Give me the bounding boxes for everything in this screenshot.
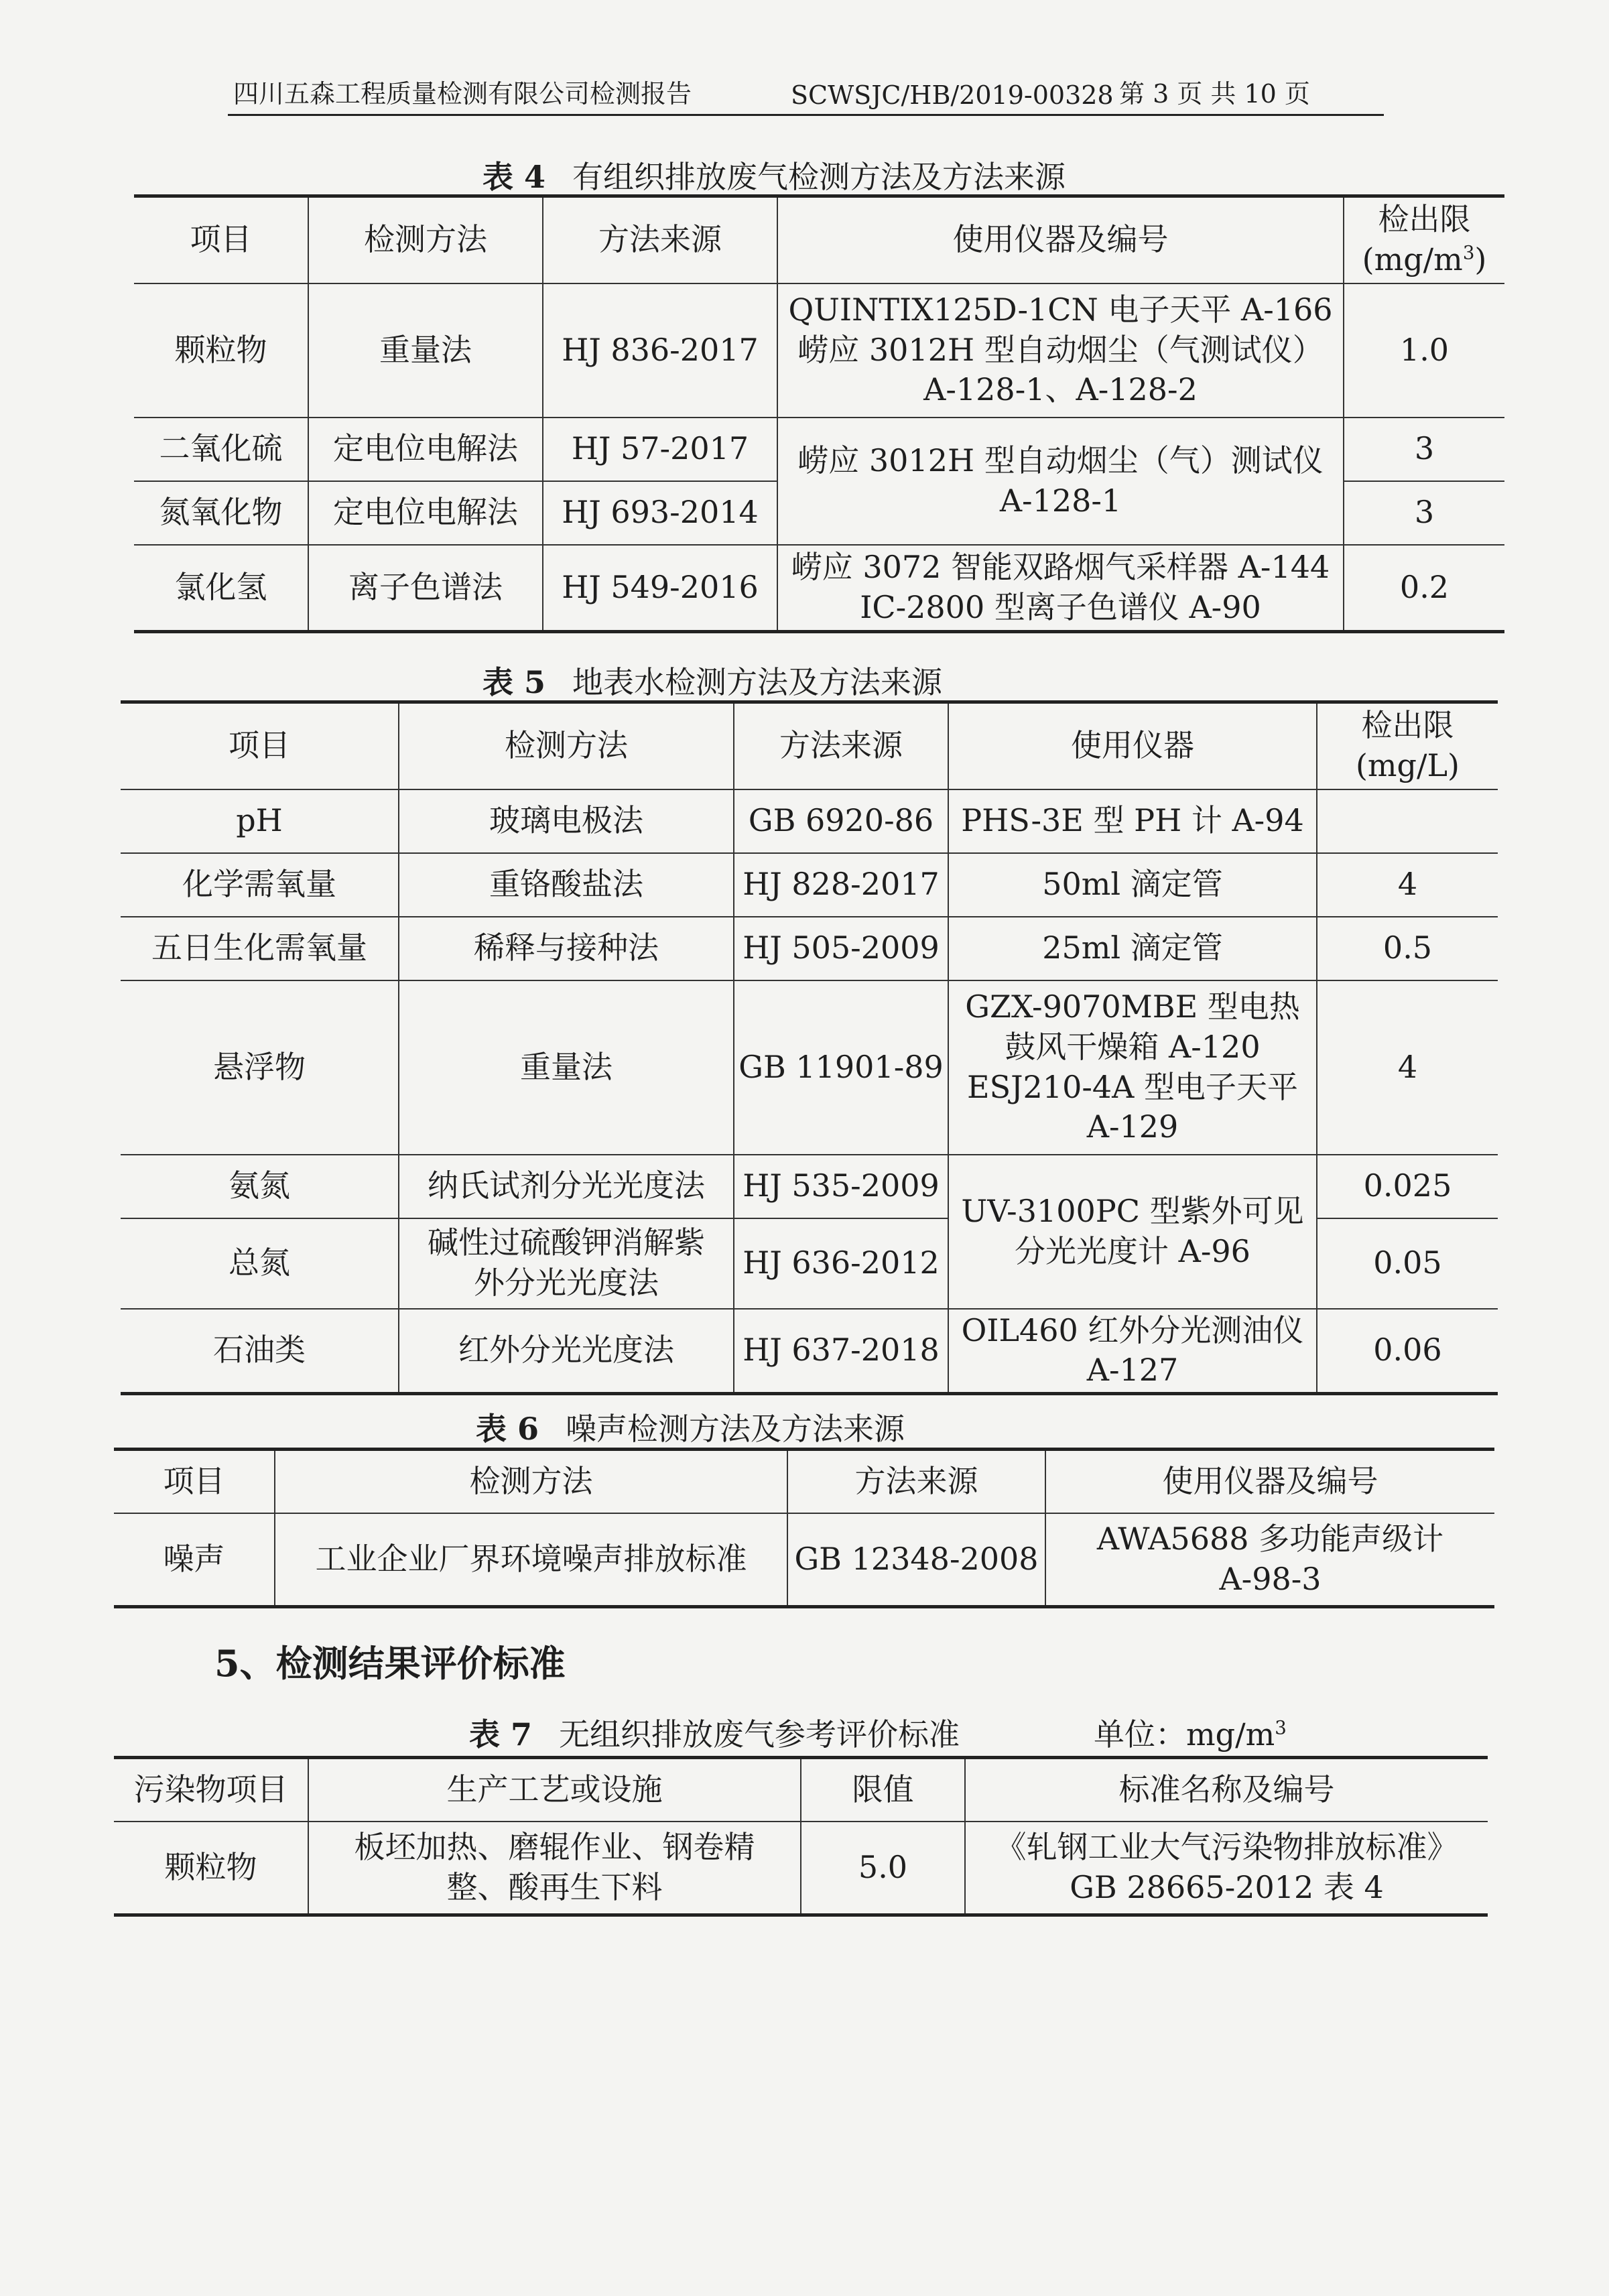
table5-cell-limit: 0.5 <box>1317 917 1498 980</box>
table5-cell-instrument: 50ml 滴定管 <box>948 853 1317 917</box>
table7-cell-item: 颗粒物 <box>114 1822 308 1915</box>
table5-cell-limit: 0.05 <box>1317 1218 1498 1309</box>
method-line: 外分光光度法 <box>474 1265 659 1301</box>
instrument-line: 鼓风干燥箱 A-120 <box>1005 1028 1261 1065</box>
instrument-line: ESJ210-4A 型电子天平 <box>967 1068 1298 1105</box>
table5-cell-limit: 0.06 <box>1317 1309 1498 1394</box>
table5-cell-method: 红外分光光度法 <box>399 1309 734 1394</box>
instrument-line: 崂应 3012H 型自动烟尘（气）测试仪 <box>797 442 1324 479</box>
table7-header-item: 污染物项目 <box>114 1758 308 1822</box>
table5 <box>121 700 1498 1395</box>
table5-header-source: 方法来源 <box>734 702 948 789</box>
table5-cell-source: HJ 535-2009 <box>734 1155 948 1218</box>
standard-line: GB 28665-2012 表 4 <box>1070 1868 1384 1905</box>
table5-cell-source: HJ 505-2009 <box>734 917 948 980</box>
table4-header-method: 检测方法 <box>308 196 543 283</box>
table4-header-instrument: 使用仪器及编号 <box>777 196 1344 283</box>
table5-header-instrument: 使用仪器 <box>948 702 1317 789</box>
table5-cell-limit <box>1317 789 1498 853</box>
table5-cell-method: 纳氏试剂分光光度法 <box>399 1155 734 1218</box>
table5-cell-method: 稀释与接种法 <box>399 917 734 980</box>
table4 <box>134 194 1504 633</box>
table5-cell-item: 氨氮 <box>121 1155 399 1218</box>
table5-cell-instrument <box>948 980 1317 1155</box>
table4-header-limit-label: 检出限 <box>1378 201 1471 238</box>
instrument-line: 分光光度计 A-96 <box>1015 1232 1250 1269</box>
instrument-line: GZX-9070MBE 型电热 <box>965 988 1300 1025</box>
table7-caption <box>469 1710 1287 1755</box>
table5-cell-limit: 4 <box>1317 980 1498 1155</box>
table5-header-limit-unit: (mg/L) <box>1355 747 1460 784</box>
table7-unit: 单位：$mg/m^3$ <box>1094 1716 1287 1752</box>
table-row <box>121 853 1498 917</box>
table6-caption <box>476 1405 905 1449</box>
table5-cell-instrument <box>948 1155 1317 1309</box>
table4-cell-item: 二氧化硫 <box>134 418 308 481</box>
table6-cell-method: 工业企业厂界环境噪声排放标准 <box>275 1513 787 1607</box>
table4-title: 有组织排放废气检测方法及方法来源 <box>572 159 1066 195</box>
instrument-line: A-128-1、A-128-2 <box>923 371 1198 408</box>
table7 <box>114 1756 1488 1917</box>
instrument-line: 崂应 3072 智能双路烟气采样器 A-144 <box>791 548 1330 585</box>
table4-cell-instrument <box>777 418 1344 545</box>
table-row <box>121 980 1498 1155</box>
table-row <box>134 545 1504 632</box>
table4-cell-source: HJ 549-2016 <box>543 545 777 632</box>
table6-cell-instrument <box>1045 1513 1494 1607</box>
table4-header-limit-unit: $(mg/m^3)$ <box>1362 241 1487 278</box>
table4-cell-source: HJ 693-2014 <box>543 481 777 545</box>
table4-cell-limit: 3 <box>1344 418 1504 481</box>
table4-cell-method: 定电位电解法 <box>308 481 543 545</box>
table5-cell-limit: 0.025 <box>1317 1155 1498 1218</box>
table6-title: 噪声检测方法及方法来源 <box>566 1411 905 1447</box>
table6-header-item: 项目 <box>114 1450 275 1513</box>
instrument-line: OIL460 红外分光测油仪 <box>961 1312 1304 1348</box>
table4-cell-method: 定电位电解法 <box>308 418 543 481</box>
instrument-line: A-128-1 <box>999 482 1122 519</box>
table5-cell-source: HJ 828-2017 <box>734 853 948 917</box>
table5-cell-method: 重量法 <box>399 980 734 1155</box>
table5-cell-item: 五日生化需氧量 <box>121 917 399 980</box>
table5-cell-source: GB 6920-86 <box>734 789 948 853</box>
process-line: 整、酸再生下料 <box>446 1868 663 1905</box>
table4-cell-method: 重量法 <box>308 283 543 418</box>
table5-cell-limit: 4 <box>1317 853 1498 917</box>
standard-line: 《轧钢工业大气污染物排放标准》 <box>995 1828 1458 1865</box>
table5-number: 表 5 <box>482 664 546 700</box>
table4-cell-item: 颗粒物 <box>134 283 308 418</box>
table5-cell-instrument <box>948 1309 1317 1394</box>
instrument-line: UV-3100PC 型紫外可见 <box>961 1192 1304 1229</box>
table5-caption <box>482 658 942 702</box>
table-row <box>121 917 1498 980</box>
instrument-line: A-129 <box>1086 1108 1179 1145</box>
table6-header-method: 检测方法 <box>275 1450 787 1513</box>
table4-cell-limit: 1.0 <box>1344 283 1504 418</box>
table4-cell-method: 离子色谱法 <box>308 545 543 632</box>
table4-cell-source: HJ 836-2017 <box>543 283 777 418</box>
table5-cell-item: 悬浮物 <box>121 980 399 1155</box>
table4-cell-source: HJ 57-2017 <box>543 418 777 481</box>
instrument-line: AWA5688 多功能声级计 <box>1096 1520 1444 1557</box>
table5-cell-source: GB 11901-89 <box>734 980 948 1155</box>
page-header <box>228 67 1384 116</box>
table5-cell-instrument: 25ml 滴定管 <box>948 917 1317 980</box>
table7-number: 表 7 <box>469 1716 533 1752</box>
section-title: 5、检测结果评价标准 <box>214 1642 566 1685</box>
process-line: 板坯加热、磨辊作业、钢卷精 <box>354 1828 755 1865</box>
table4-cell-item: 氯化氢 <box>134 545 308 632</box>
table-row <box>121 789 1498 853</box>
table6-cell-source: GB 12348-2008 <box>787 1513 1045 1607</box>
instrument-line: QUINTIX125D-1CN 电子天平 A-166 <box>788 291 1333 328</box>
instrument-line: A-98-3 <box>1219 1560 1322 1597</box>
table4-cell-limit: 3 <box>1344 481 1504 545</box>
table5-cell-method: 重铬酸盐法 <box>399 853 734 917</box>
table6-number: 表 6 <box>476 1411 539 1447</box>
table-row <box>134 283 1504 418</box>
table4-header-limit <box>1344 196 1504 283</box>
table-row <box>114 1822 1488 1915</box>
table5-title: 地表水检测方法及方法来源 <box>572 664 943 700</box>
table4-cell-instrument <box>777 283 1344 418</box>
instrument-line: 崂应 3012H 型自动烟尘（气测试仪） <box>797 331 1324 368</box>
table5-cell-item: 化学需氧量 <box>121 853 399 917</box>
table7-cell-process <box>308 1822 801 1915</box>
table5-header-limit-label: 检出限 <box>1361 707 1454 744</box>
table7-header-limit: 限值 <box>801 1758 965 1822</box>
table7-header-process: 生产工艺或设施 <box>308 1758 801 1822</box>
table-row <box>121 1309 1498 1394</box>
table5-cell-item: pH <box>121 789 399 853</box>
table5-cell-item: 石油类 <box>121 1309 399 1394</box>
header-company: 四川五森工程质量检测有限公司检测报告 <box>233 79 692 109</box>
table4-number: 表 4 <box>482 159 546 195</box>
table-row <box>121 1155 1498 1218</box>
table5-cell-method <box>399 1218 734 1309</box>
table7-cell-limit: 5.0 <box>801 1822 965 1915</box>
table-row <box>114 1513 1494 1607</box>
table4-caption <box>482 153 1066 197</box>
table5-cell-instrument: PHS-3E 型 PH 计 A-94 <box>948 789 1317 853</box>
table5-cell-item: 总氮 <box>121 1218 399 1309</box>
table4-header-source: 方法来源 <box>543 196 777 283</box>
method-line: 碱性过硫酸钾消解紫 <box>428 1224 705 1261</box>
table5-cell-source: HJ 637-2018 <box>734 1309 948 1394</box>
table4-cell-item: 氮氧化物 <box>134 481 308 545</box>
table7-header-standard: 标准名称及编号 <box>965 1758 1488 1822</box>
table5-header-item: 项目 <box>121 702 399 789</box>
table7-title: 无组织排放废气参考评价标准 <box>559 1716 960 1752</box>
header-report-code: SCWSJC/HB/2019-00328 <box>791 80 1114 110</box>
header-page-info: 第 3 页 共 10 页 <box>1119 79 1310 109</box>
table4-cell-limit: 0.2 <box>1344 545 1504 632</box>
table5-cell-source: HJ 636-2012 <box>734 1218 948 1309</box>
table4-header-item: 项目 <box>134 196 308 283</box>
table-row <box>134 418 1504 481</box>
table6-cell-item: 噪声 <box>114 1513 275 1607</box>
table6-header-source: 方法来源 <box>787 1450 1045 1513</box>
table5-header-limit <box>1317 702 1498 789</box>
instrument-line: A-127 <box>1086 1352 1179 1389</box>
table4-cell-instrument <box>777 545 1344 632</box>
table6 <box>114 1448 1494 1608</box>
table5-header-method: 检测方法 <box>399 702 734 789</box>
table7-cell-standard <box>965 1822 1488 1915</box>
table6-header-instrument: 使用仪器及编号 <box>1045 1450 1494 1513</box>
table5-cell-method: 玻璃电极法 <box>399 789 734 853</box>
instrument-line: IC-2800 型离子色谱仪 A-90 <box>860 588 1261 625</box>
